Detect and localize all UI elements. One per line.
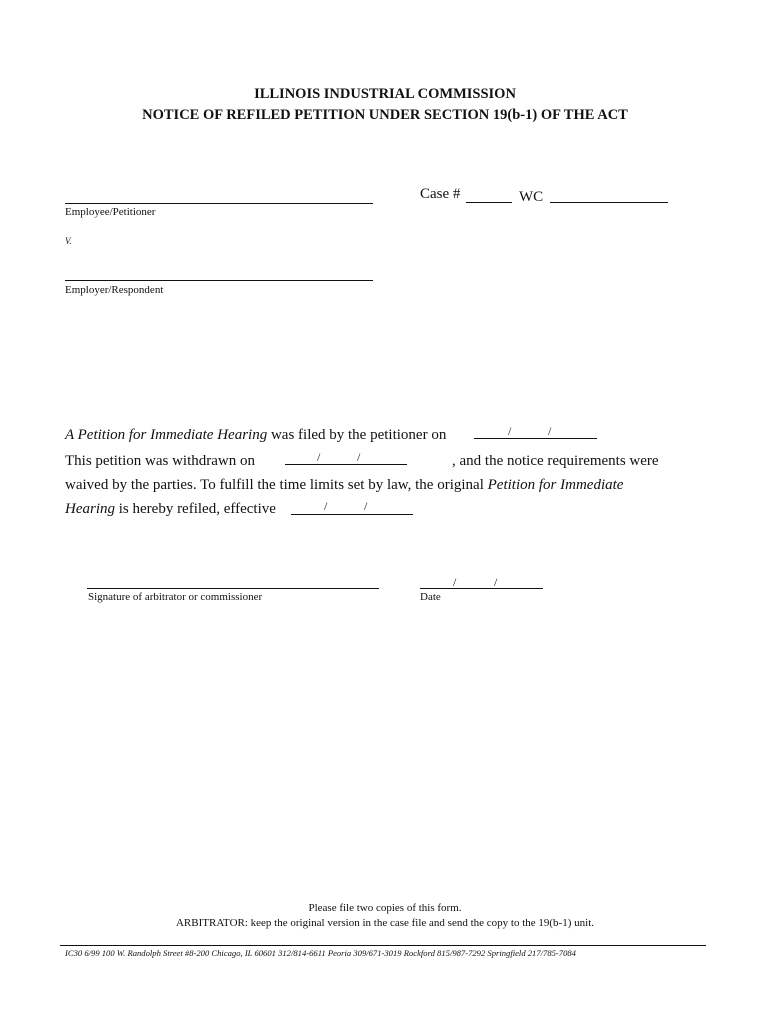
employer-name-line[interactable] xyxy=(65,280,373,281)
withdrawn-date-slash-1: / xyxy=(317,450,321,464)
employee-label: Employee/Petitioner xyxy=(65,206,156,218)
withdrawn-text: This petition was withdrawn on xyxy=(65,453,255,469)
filed-date-slash-1: / xyxy=(508,424,512,438)
withdrawn-date-line[interactable] xyxy=(285,464,407,465)
filed-date-line[interactable] xyxy=(474,438,597,439)
signature-date-slash-2: / xyxy=(494,575,498,589)
effective-date-slash-1: / xyxy=(324,499,328,513)
signature-label: Signature of arbitrator or commissioner xyxy=(88,591,263,603)
signature-line[interactable] xyxy=(87,588,379,589)
footer-divider xyxy=(60,945,706,946)
footer-address: IC30 6/99 100 W. Randolph Street #8-200 Chicago, IL 60601 312/814-6611 Peoria 309/671-3019 Rockford 815/987-7292 Springfield 217/785-7084 xyxy=(65,948,576,958)
employee-name-line[interactable] xyxy=(65,203,373,204)
case-number-label: Case # xyxy=(420,186,461,202)
paragraph-line-3 xyxy=(65,477,623,494)
effective-date-line[interactable] xyxy=(291,514,413,515)
filed-date-slash-2: / xyxy=(548,424,552,438)
signature-date-line[interactable] xyxy=(420,588,543,589)
case-number-line[interactable] xyxy=(466,202,512,203)
employer-label: Employer/Respondent xyxy=(65,284,164,296)
refiled-text: is hereby refiled, effective xyxy=(115,501,276,517)
versus-label: V. xyxy=(65,236,72,246)
hearing-italic: Hearing xyxy=(65,501,115,517)
form-title: ILLINOIS INDUSTRIAL COMMISSION xyxy=(254,86,516,102)
copies-instruction: Please file two copies of this form. xyxy=(308,902,462,914)
notice-requirements-text: , and the notice requirements were xyxy=(452,453,659,469)
signature-date-slash-1: / xyxy=(453,575,457,589)
paragraph-line-4 xyxy=(65,501,276,518)
paragraph-line-1 xyxy=(65,427,446,444)
waived-text: waived by the parties. To fulfill the time limits set by law, the original xyxy=(65,477,488,493)
form-subtitle: NOTICE OF REFILED PETITION UNDER SECTION 19(b-1) OF THE ACT xyxy=(142,107,628,123)
wc-label: WC xyxy=(519,189,544,205)
withdrawn-date-slash-2: / xyxy=(357,450,361,464)
petition-title-italic: A Petition for Immediate Hearing xyxy=(65,427,268,443)
petition-italic-2: Petition for Immediate xyxy=(487,477,624,493)
date-label: Date xyxy=(420,591,441,603)
effective-date-slash-2: / xyxy=(364,499,368,513)
wc-number-line[interactable] xyxy=(550,202,668,203)
arbitrator-instruction: ARBITRATOR: keep the original version in the case file and send the copy to the 19(b-1) unit. xyxy=(175,917,594,929)
filed-text: was filed by the petitioner on xyxy=(267,427,447,443)
